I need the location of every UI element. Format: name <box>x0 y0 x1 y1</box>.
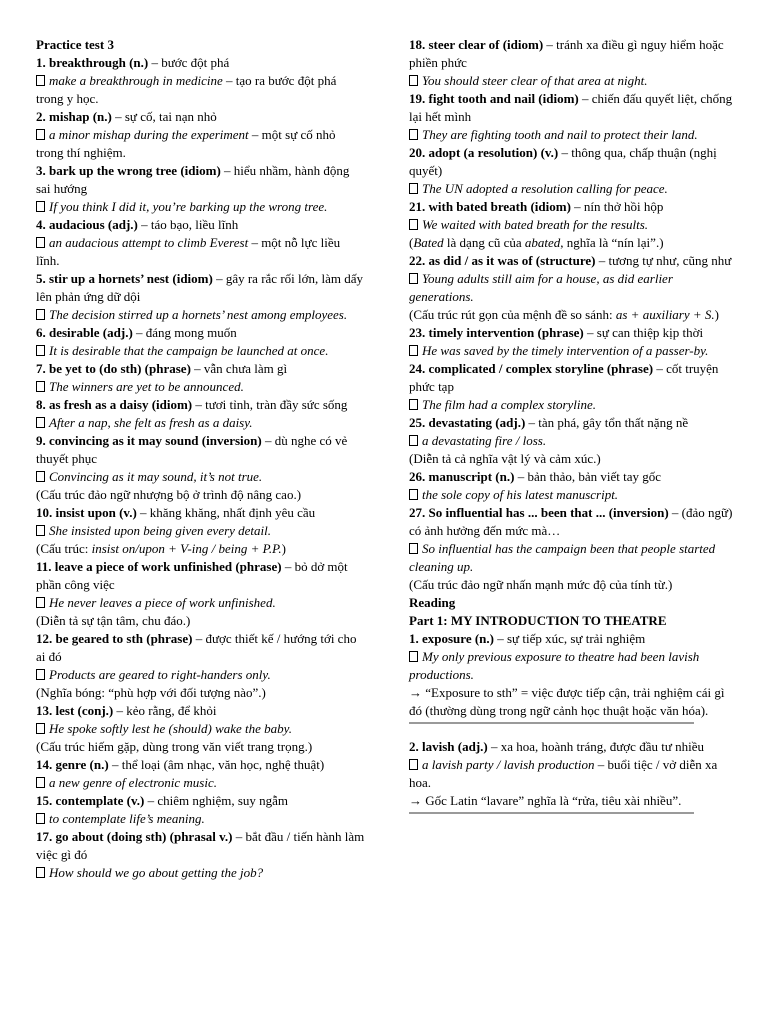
example-line <box>409 396 739 414</box>
checkbox-glyph-icon <box>36 777 45 788</box>
vocab-term: 13. lest (conj.) <box>36 703 114 718</box>
vocab-entry <box>36 828 366 864</box>
checkbox-glyph-icon <box>409 435 418 446</box>
heading-text: Reading <box>409 595 456 610</box>
vocab-definition: – tương tự như, cũng như <box>595 253 732 268</box>
note-text: (Diễn tả cả nghĩa vật lý và cảm xúc.) <box>409 451 601 466</box>
example-line <box>36 864 366 882</box>
vocab-entry <box>409 90 739 126</box>
example-line <box>36 666 366 684</box>
note-text: (Cấu trúc đảo ngữ nhượng bộ ở trình độ nâng cao.) <box>36 487 302 502</box>
example-translation: – một sự cố nhỏ trong thí nghiệm. <box>36 127 336 160</box>
example-sentence: My only previous exposure to theatre had been lavish productions. <box>409 649 700 682</box>
vocab-term: 21. with bated breath (idiom) <box>409 199 571 214</box>
vocab-entry <box>409 504 739 540</box>
checkbox-glyph-icon <box>409 489 418 500</box>
example-sentence: make a breakthrough in medicine <box>49 73 223 88</box>
vocab-definition: – kẻo rằng, để khỏi <box>113 703 217 718</box>
vocab-definition: – hiểu nhầm, hành động sai hướng <box>36 163 350 196</box>
vocab-term: 24. complicated / complex storyline (phrase) <box>409 361 654 376</box>
vocab-term: 14. genre (n.) <box>36 757 109 772</box>
vocab-entry <box>36 756 366 774</box>
example-sentence: We waited with bated breath for the results. <box>422 217 649 232</box>
explanation-text: → “Exposure to sth” = việc được tiếp cận, trải nghiệm cái gì đó (thường dùng trong ngữ cảnh học thuật hoặc văn hóa). <box>409 685 725 718</box>
vocab-definition: – nín thở hồi hộp <box>570 199 664 214</box>
vocab-definition: – tươi tỉnh, tràn đầy sức sống <box>192 397 348 412</box>
section-heading <box>409 612 739 630</box>
vocab-term: 20. adopt (a resolution) (v.) <box>409 145 559 160</box>
vocab-term: 7. be yet to (do sth) (phrase) <box>36 361 191 376</box>
vocab-entry <box>409 468 739 486</box>
checkbox-glyph-icon <box>36 417 45 428</box>
example-line <box>409 126 739 144</box>
vocab-entry <box>36 324 366 342</box>
spacer <box>409 730 739 738</box>
example-line <box>36 198 366 216</box>
example-line <box>409 216 739 234</box>
note-text: (Cấu trúc rút gọn của mệnh đề so sánh: <box>409 307 616 322</box>
vocab-definition: – sự tiếp xúc, sự trải nghiệm <box>493 631 646 646</box>
example-line <box>36 720 366 738</box>
example-sentence: The winners are yet to be announced. <box>49 379 244 394</box>
example-line <box>36 414 366 432</box>
vocab-term: 25. devastating (adj.) <box>409 415 526 430</box>
vocab-entry <box>409 360 739 396</box>
section-divider <box>409 722 694 724</box>
vocab-entry <box>36 630 366 666</box>
vocab-term: 2. mishap (n.) <box>36 109 112 124</box>
explanation-line <box>409 684 739 720</box>
vocab-term: 1. breakthrough (n.) <box>36 55 149 70</box>
vocab-entry <box>409 630 739 648</box>
vocab-term: 26. manuscript (n.) <box>409 469 515 484</box>
example-sentence: The decision stirred up a hornets’ nest among employees. <box>49 307 348 322</box>
vocab-definition: – bản thảo, bản viết tay gốc <box>514 469 662 484</box>
note-text: (Cấu trúc: <box>36 541 92 556</box>
usage-note <box>36 486 366 504</box>
vocab-entry <box>409 252 739 270</box>
checkbox-glyph-icon <box>36 201 45 212</box>
example-line <box>409 648 739 684</box>
vocab-definition: – chiêm nghiệm, suy ngẫm <box>144 793 289 808</box>
example-sentence: to contemplate life’s meaning. <box>49 811 205 826</box>
checkbox-glyph-icon <box>36 309 45 320</box>
vocab-definition: – được thiết kế / hướng tới cho ai đó <box>36 631 357 664</box>
checkbox-glyph-icon <box>409 219 418 230</box>
example-sentence: an audacious attempt to climb Everest <box>49 235 249 250</box>
checkbox-glyph-icon <box>409 399 418 410</box>
checkbox-glyph-icon <box>36 471 45 482</box>
example-line <box>36 72 366 108</box>
vocab-term: 2. lavish (adj.) <box>409 739 488 754</box>
vocab-term: 9. convincing as it may sound (inversion) <box>36 433 262 448</box>
example-line <box>36 342 366 360</box>
checkbox-glyph-icon <box>36 525 45 536</box>
checkbox-glyph-icon <box>36 597 45 608</box>
example-line <box>409 72 739 90</box>
vocab-entry <box>36 702 366 720</box>
usage-note <box>409 576 739 594</box>
note-text: (Nghĩa bóng: “phù hợp với đối tượng nào”.) <box>36 685 266 700</box>
checkbox-glyph-icon <box>409 651 418 662</box>
checkbox-glyph-icon <box>36 381 45 392</box>
vocab-definition: – bước đột phá <box>148 55 230 70</box>
checkbox-glyph-icon <box>409 273 418 284</box>
vocab-entry <box>36 396 366 414</box>
example-line <box>36 522 366 540</box>
example-translation: – tạo ra bước đột phá trong y học. <box>36 73 337 106</box>
example-line <box>409 180 739 198</box>
usage-note <box>409 306 739 324</box>
checkbox-glyph-icon <box>409 129 418 140</box>
vocab-term: 19. fight tooth and nail (idiom) <box>409 91 579 106</box>
vocab-term: 15. contemplate (v.) <box>36 793 145 808</box>
note-text: ) <box>281 541 286 556</box>
example-sentence: It is desirable that the campaign be launched at once. <box>49 343 329 358</box>
example-line <box>409 540 739 576</box>
example-sentence: He was saved by the timely intervention of a passer-by. <box>422 343 709 358</box>
vocab-definition: – thông qua, chấp thuận (nghị quyết) <box>409 145 717 178</box>
note-text: ( <box>409 235 414 250</box>
note-italic: as + auxiliary + S. <box>615 307 715 322</box>
vocab-entry <box>409 414 739 432</box>
note-italic: abated <box>524 235 561 250</box>
vocab-definition: – xa hoa, hoành tráng, được đầu tư nhiều <box>487 739 705 754</box>
example-sentence: He never leaves a piece of work unfinished. <box>49 595 276 610</box>
checkbox-glyph-icon <box>409 543 418 554</box>
vocab-definition: – sự can thiệp kịp thời <box>583 325 704 340</box>
example-sentence: You should steer clear of that area at night. <box>422 73 648 88</box>
vocab-entry <box>36 162 366 198</box>
note-italic: Bated <box>413 235 444 250</box>
vocab-term: 27. So influential has ... been that ... (inversion) <box>409 505 669 520</box>
example-sentence: So influential has the campaign been that people started cleaning up. <box>409 541 716 574</box>
usage-note <box>409 450 739 468</box>
vocab-term: 3. bark up the wrong tree (idiom) <box>36 163 221 178</box>
vocab-definition: – dù nghe có vẻ thuyết phục <box>36 433 348 466</box>
checkbox-glyph-icon <box>36 129 45 140</box>
note-text: , nghĩa là “nín lại”.) <box>560 235 664 250</box>
vocab-definition: – bỏ dở một phần công việc <box>36 559 348 592</box>
vocab-definition: – chiến đấu quyết liệt, chống lại hết mình <box>409 91 733 124</box>
note-text: ) <box>714 307 720 322</box>
vocab-term: 5. stir up a hornets’ nest (idiom) <box>36 271 213 286</box>
example-sentence: If you think I did it, you’re barking up the wrong tree. <box>49 199 328 214</box>
note-text: (Diễn tả sự tận tâm, chu đáo.) <box>36 613 191 628</box>
vocab-definition: – khăng khăng, nhất định yêu cầu <box>136 505 316 520</box>
example-sentence: a minor mishap during the experiment <box>49 127 249 142</box>
usage-note <box>36 738 366 756</box>
vocab-term: 12. be geared to sth (phrase) <box>36 631 193 646</box>
example-sentence: the sole copy of his latest manuscript. <box>422 487 619 502</box>
usage-note <box>409 234 739 252</box>
example-sentence: After a nap, she felt as fresh as a daisy. <box>49 415 253 430</box>
vocab-definition: – (đảo ngữ) có ảnh hưởng đến mức mà… <box>409 505 733 538</box>
note-text: (Cấu trúc hiếm gặp, dùng trong văn viết trang trọng.) <box>36 739 313 754</box>
left-column <box>36 36 366 882</box>
vocab-entry <box>409 144 739 180</box>
vocab-entry <box>36 558 366 594</box>
vocab-definition: – tàn phá, gây tổn thất nặng nề <box>525 415 689 430</box>
checkbox-glyph-icon <box>409 345 418 356</box>
example-line <box>36 234 366 270</box>
note-text: là dạng cũ của <box>443 235 525 250</box>
vocab-definition: – cốt truyện phức tạp <box>409 361 719 394</box>
section-divider <box>409 812 694 814</box>
vocab-definition: – vẫn chưa làm gì <box>190 361 288 376</box>
vocab-definition: – thể loại (âm nhạc, văn học, nghệ thuật) <box>108 757 325 772</box>
vocab-term: 18. steer clear of (idiom) <box>409 37 544 52</box>
example-line <box>36 774 366 792</box>
example-line <box>36 468 366 486</box>
right-column <box>409 36 739 820</box>
vocab-entry <box>409 198 739 216</box>
example-translation: – một nỗ lực liều lĩnh. <box>36 235 341 268</box>
vocab-entry <box>409 324 739 342</box>
checkbox-glyph-icon <box>409 183 418 194</box>
usage-note <box>36 612 366 630</box>
note-italic: insist on/upon + V-ing / being + P.P. <box>91 541 282 556</box>
usage-note <box>36 540 366 558</box>
checkbox-glyph-icon <box>409 759 418 770</box>
checkbox-glyph-icon <box>36 75 45 86</box>
example-sentence: The UN adopted a resolution calling for peace. <box>422 181 668 196</box>
explanation-line <box>409 792 739 810</box>
example-sentence: How should we go about getting the job? <box>49 865 264 880</box>
checkbox-glyph-icon <box>409 75 418 86</box>
vocab-term: 6. desirable (adj.) <box>36 325 133 340</box>
vocab-entry <box>36 54 366 72</box>
vocab-definition: – gây ra rắc rối lớn, làm dấy lên phản ứng dữ dội <box>36 271 364 304</box>
example-line <box>36 126 366 162</box>
example-translation: – buổi tiệc / vở diễn xa hoa. <box>409 757 718 790</box>
example-line <box>36 378 366 396</box>
heading-text: Part 1: MY INTRODUCTION TO THEATRE <box>409 613 667 628</box>
example-line <box>409 486 739 504</box>
example-line <box>36 306 366 324</box>
vocab-definition: – sự cố, tai nạn nhỏ <box>111 109 217 124</box>
vocab-entry <box>36 216 366 234</box>
vocab-entry <box>36 270 366 306</box>
vocab-term: 11. leave a piece of work unfinished (phrase) <box>36 559 282 574</box>
example-sentence: Convincing as it may sound, it’s not true. <box>49 469 263 484</box>
note-text: (Cấu trúc đảo ngữ nhấn mạnh mức độ của tính từ.) <box>409 577 673 592</box>
example-line <box>409 342 739 360</box>
vocab-term: 10. insist upon (v.) <box>36 505 137 520</box>
vocab-definition: – tránh xa điều gì nguy hiểm hoặc phiền phức <box>409 37 724 70</box>
example-sentence: She insisted upon being given every detail. <box>49 523 272 538</box>
example-line <box>409 432 739 450</box>
checkbox-glyph-icon <box>36 345 45 356</box>
explanation-text: → Gốc Latin “lavare” nghĩa là “rửa, tiêu xài nhiều”. <box>409 793 682 808</box>
vocab-entry <box>36 792 366 810</box>
example-sentence: a lavish party / lavish production <box>422 757 595 772</box>
vocab-term: 17. go about (doing sth) (phrasal v.) <box>36 829 233 844</box>
vocab-definition: – bắt đầu / tiến hành làm việc gì đó <box>36 829 365 862</box>
vocab-term: 4. audacious (adj.) <box>36 217 138 232</box>
example-sentence: a new genre of electronic music. <box>49 775 217 790</box>
example-line <box>409 756 739 792</box>
example-line <box>36 594 366 612</box>
vocab-term: 1. exposure (n.) <box>409 631 494 646</box>
vocab-entry <box>36 504 366 522</box>
example-sentence: They are fighting tooth and nail to protect their land. <box>422 127 698 142</box>
example-sentence: Products are geared to right-handers only. <box>49 667 271 682</box>
example-sentence: The film had a complex storyline. <box>422 397 597 412</box>
vocab-entry <box>36 360 366 378</box>
example-line <box>409 270 739 306</box>
vocab-definition: – đáng mong muốn <box>132 325 237 340</box>
checkbox-glyph-icon <box>36 669 45 680</box>
checkbox-glyph-icon <box>36 723 45 734</box>
document-title: Practice test 3 <box>36 37 114 52</box>
vocab-definition: – táo bạo, liều lĩnh <box>137 217 239 232</box>
vocab-term: 8. as fresh as a daisy (idiom) <box>36 397 193 412</box>
vocab-entry <box>36 432 366 468</box>
example-sentence: Young adults still aim for a house, as did earlier generations. <box>409 271 673 304</box>
vocab-term: 22. as did / as it was of (structure) <box>409 253 596 268</box>
vocab-entry <box>36 108 366 126</box>
vocab-entry <box>409 36 739 72</box>
checkbox-glyph-icon <box>36 237 45 248</box>
usage-note <box>36 684 366 702</box>
vocab-term: 23. timely intervention (phrase) <box>409 325 584 340</box>
example-line <box>36 810 366 828</box>
checkbox-glyph-icon <box>36 867 45 878</box>
example-sentence: a devastating fire / loss. <box>422 433 547 448</box>
example-sentence: He spoke softly lest he (should) wake the baby. <box>49 721 292 736</box>
section-heading <box>409 594 739 612</box>
checkbox-glyph-icon <box>36 813 45 824</box>
vocab-entry <box>409 738 739 756</box>
